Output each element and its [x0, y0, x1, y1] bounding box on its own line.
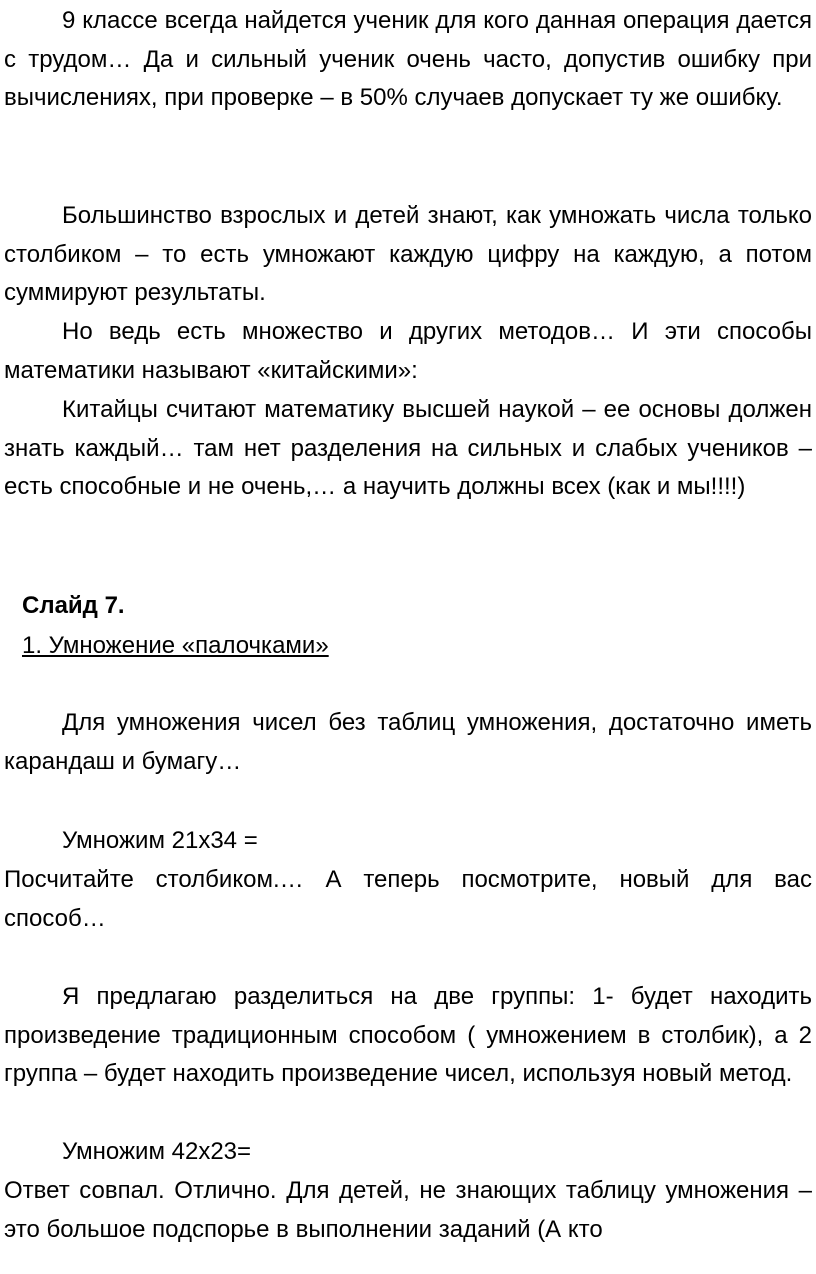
multiply-example-2: Умножим 42х23= [62, 1138, 252, 1165]
multiply-example-1: Умножим 21х34 = [62, 827, 258, 854]
slide-title: Слайд 7. [22, 592, 125, 619]
paragraph-chinese-methods: Но ведь есть множество и других методов… И эти способы математики называют «китайскими»: [4, 318, 812, 384]
paragraph-pencil-paper: Для умножения чисел без таблиц умножения, достаточно иметь карандаш и бумагу… [4, 709, 812, 775]
paragraph-chinese-math: Китайцы считают математику высшей наукой – ее основы должен знать каждый… там нет разделения на сильных и слабых учеников – есть способные и не очень,… а научить должны всех (как и мы!!!!) [4, 396, 812, 500]
paragraph-column-multiplication: Большинство взрослых и детей знают, как умножать числа только столбиком – то есть умножают каждую цифру на каждую, а потом суммируют результаты. [4, 202, 812, 306]
paragraph-two-groups: Я предлагаю разделиться на две группы: 1- будет находить произведение традиционным способом ( умножением в столбик), а 2 группа – будет находить произведение чисел, используя новый метод. [4, 983, 812, 1087]
section-title: 1. Умножение «палочками» [22, 632, 329, 659]
paragraph-intro: 9 классе всегда найдется ученик для кого данная операция дается с трудом… Да и сильный ученик очень часто, допустив ошибку при вычислениях, при проверке – в 50% случаев допускает ту же ошибку. [4, 7, 812, 111]
paragraph-answer: Ответ совпал. Отлично. Для детей, не знающих таблицу умножения – это большое подспорье в выполнении заданий (А кто [4, 1177, 812, 1243]
paragraph-count-column: Посчитайте столбиком.… А теперь посмотрите, новый для вас способ… [4, 866, 812, 932]
